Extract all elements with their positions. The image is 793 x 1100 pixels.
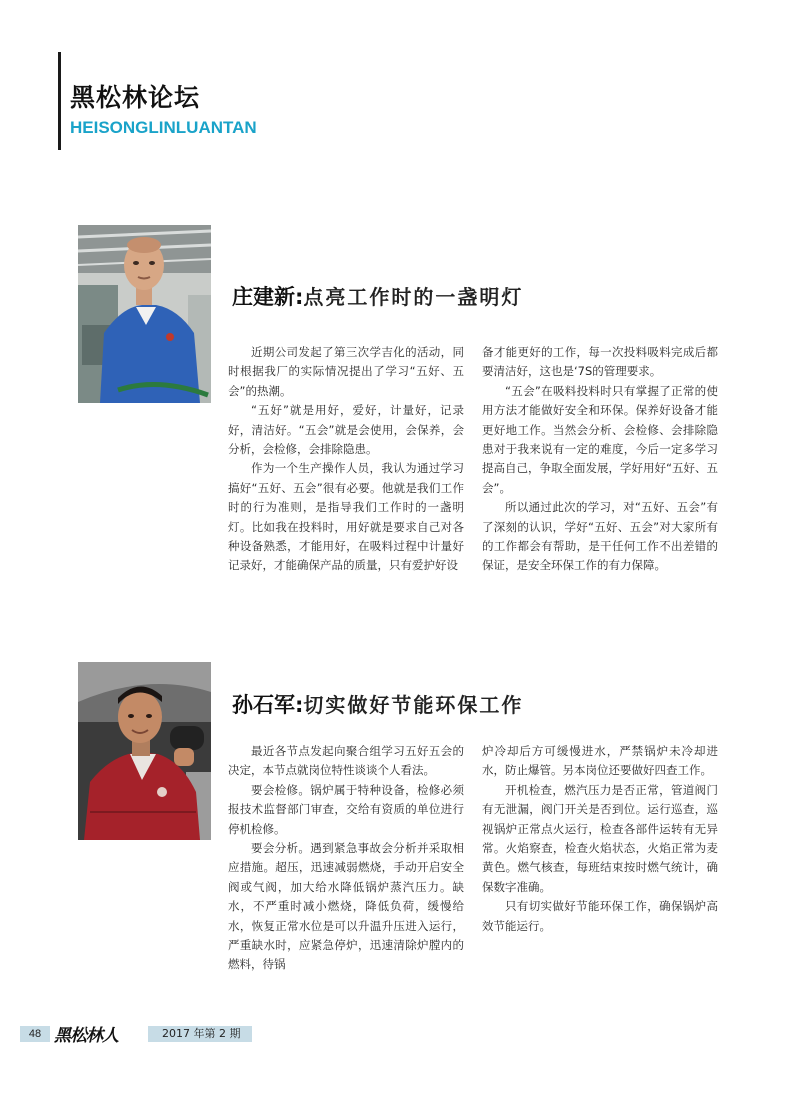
article-1-colon: : <box>295 285 304 309</box>
issue-label: 2017 年第 2 期 <box>148 1026 252 1042</box>
article-2-headline <box>232 689 523 720</box>
paragraph: 要会检修。锅炉属于特种设备，检修必须报技术监督部门审查，交给有资质的单位进行停机检修。 <box>228 782 464 836</box>
paragraph: 所以通过此次的学习，对“五好、五会”有了深刻的认识，学好“五好、五会”对大家所有的工作都会有帮助，是干任何工作不出差错的保证，是安全环保工作的有力保障。 <box>482 500 718 573</box>
paragraph: 只有切实做好节能环保工作，确保锅炉高效节能运行。 <box>482 899 718 933</box>
article-2-column-1 <box>228 742 464 975</box>
page-footer <box>20 1026 241 1046</box>
paragraph: “五会”在吸料投料时只有掌握了正常的使用方法才能做好安全和环保。保养好设备才能更好地工作。当然会分析、会检修、会排除隐患对于我来说有一定的难度，今后一定多学习提高自己，争取全面发展，学好用好“五好、五会”。 <box>482 383 718 495</box>
article-1-title: 点亮工作时的一盏明灯 <box>303 285 524 309</box>
paragraph: 最近各节点发起向聚合组学习五好五会的决定，本节点就岗位特性谈谈个人看法。 <box>228 744 464 778</box>
paragraph: 开机检查，燃汽压力是否正常，管道阀门有无泄漏，阀门开关是否到位。运行巡查，巡视锅炉正常点火运行，检查各部件运转有无异常。火焰察查，检查火焰状态，火焰正常为麦黄色。燃气核查，每班结束按时燃气统计，确保数字准确。 <box>482 782 718 894</box>
magazine-logo: 黑松林人 <box>54 1026 118 1046</box>
section-title: 黑松林论坛 <box>70 83 201 112</box>
page-number: 48 <box>20 1026 50 1042</box>
section-bar <box>58 52 61 150</box>
article-2-colon: : <box>295 693 304 717</box>
portrait-photo-1 <box>78 225 211 403</box>
paragraph: 要会分析。遇到紧急事故会分析并采取相应措施。超压，迅速减弱燃烧，手动开启安全阀或气阀，加大给水降低锅炉蒸汽压力。缺水，不严重时减小燃烧，降低负荷，缓慢给水，恢复正常水位是可以升温升压进入运行，严重缺水时，应紧急停炉，迅速清除炉膛内的燃料，待锅 <box>228 841 464 972</box>
article-2-author: 孙石军 <box>232 693 295 717</box>
paragraph: 近期公司发起了第三次学吉化的活动，同时根据我厂的实际情况提出了学习“五好、五会”的热潮。 <box>228 345 464 398</box>
article-1-column-2 <box>482 343 718 576</box>
paragraph: 炉冷却后方可缓慢进水，严禁锅炉未冷却进水，防止爆管。另本岗位还要做好四查工作。 <box>482 744 718 778</box>
article-1-column-1 <box>228 343 464 576</box>
paragraph: 备才能更好的工作，每一次投料吸料完成后都要清洁好，这也是‘7S的管理要求。 <box>482 345 718 379</box>
article-2-title: 切实做好节能环保工作 <box>303 693 524 717</box>
paragraph: “五好”就是用好，爱好，计量好，记录好，清洁好。“五会”就是会使用，会保养，会分析，会检修，会排除隐患。 <box>228 403 464 457</box>
article-1-headline <box>232 281 523 312</box>
paragraph: 作为一个生产操作人员，我认为通过学习搞好“五好、五会”很有必要。他就是我们工作时的行为准则，是指导我们工作时的一盏明灯。比如我在投料时，用好就是要求自己对各种设备熟悉，才能用好，在吸料过程中计量好记录好，才能确保产品的质量，只有爱护好设 <box>228 461 464 573</box>
article-2-column-2 <box>482 742 718 936</box>
section-subtitle: HEISONGLINLUANTAN <box>70 118 257 137</box>
portrait-photo-2 <box>78 662 211 840</box>
article-1-author: 庄建新 <box>232 285 295 309</box>
